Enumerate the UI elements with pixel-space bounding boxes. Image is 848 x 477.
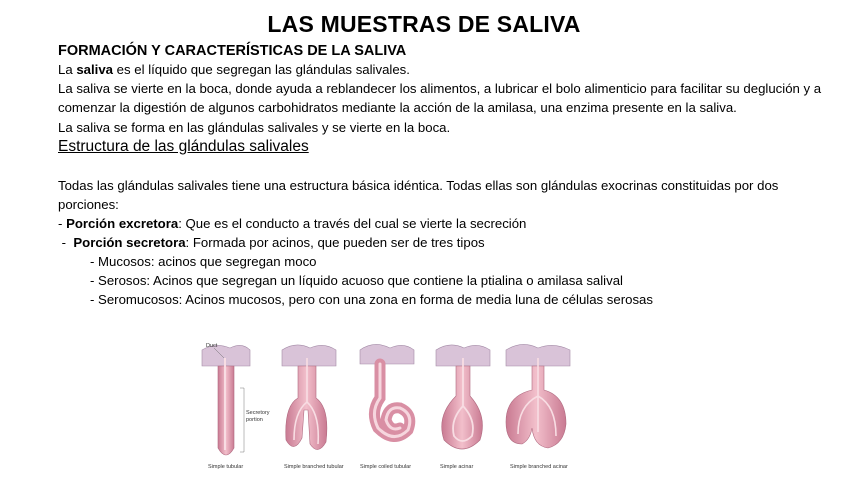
caption-simple-branched-tubular: Simple branched tubular (284, 464, 344, 470)
page-title: LAS MUESTRAS DE SALIVA (267, 11, 581, 37)
section-heading: FORMACIÓN Y CARACTERÍSTICAS DE LA SALIVA (58, 43, 407, 59)
label-secretory: Secretory (246, 410, 270, 416)
caption-simple-coiled-tubular: Simple coiled tubular (360, 464, 412, 470)
caption-simple-acinar: Simple acinar (440, 464, 474, 470)
gland-simple-acinar (436, 345, 490, 470)
caption-simple-tubular: Simple tubular (208, 464, 244, 470)
label-portion: portion (246, 417, 263, 423)
list-item-secretora: - Porción secretora: Formada por acinos, que pueden ser de tres tipos (58, 235, 485, 251)
caption-simple-branched-acinar: Simple branched acinar (510, 464, 568, 470)
sublist-item-seromucosos: - Seromucosos: Acinos mucosos, pero con una zona en forma de media luna de células serosas (90, 292, 653, 308)
paragraph-definition: La saliva es el líquido que segregan las glándulas salivales. (58, 62, 410, 77)
gland-simple-branched-tubular (282, 345, 344, 470)
gland-types-illustration (200, 336, 580, 472)
sublist-item-mucosos: - Mucosos: acinos que segregan moco (90, 254, 317, 270)
main-content (58, 42, 838, 309)
gland-simple-branched-acinar (506, 344, 570, 470)
paragraph-formation: La saliva se forma en las glándulas salivales y se vierte en la boca. (58, 119, 451, 135)
label-duct: Duct (206, 343, 218, 349)
gland-simple-tubular (202, 343, 270, 470)
subheading-structure: Estructura de las glándulas salivales (58, 137, 309, 155)
list-item-excretora: - Porción excretora: Que es el conducto a través del cual se vierte la secreción (58, 216, 527, 232)
paragraph-structure: Todas las glándulas salivales tiene una estructura básica idéntica. Todas ellas son glándulas exocrinas constituidas por dos porciones: (58, 177, 779, 213)
paragraph-function: La saliva se vierte en la boca, donde ayuda a reblandecer los alimentos, a lubricar el bolo alimenticio para facilitar su deglución y a comenzar la digestión de algunos carbohidratos mediante la acción de la amilasa, una enzima presente en la saliva. (58, 81, 822, 116)
gland-simple-coiled-tubular (360, 344, 414, 470)
sublist-item-serosos: - Serosos: Acinos que segregan un líquido acuoso que contiene la ptialina o amilasa salival (90, 273, 623, 289)
